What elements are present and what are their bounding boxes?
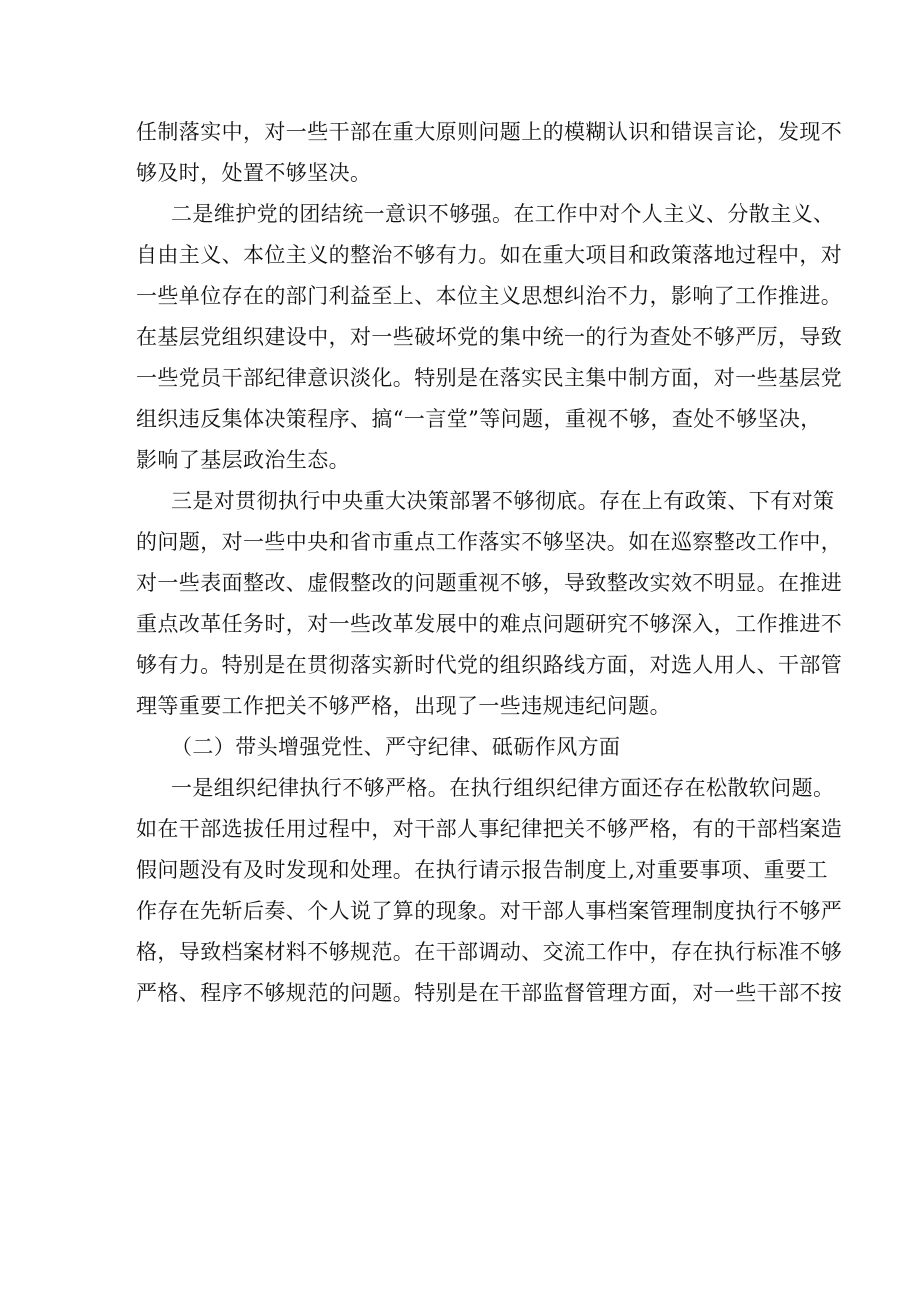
paragraph-line: 理等重要工作把关不够严格，出现了一些违规违纪问题。 <box>136 694 671 718</box>
paragraph-line: 对一些表面整改、虚假整改的问题重视不够，导致整改实效不明显。在推进 <box>136 571 843 595</box>
paragraph-line: 严格、程序不够规范的问题。特别是在干部监督管理方面，对一些干部不按 <box>136 981 843 1005</box>
paragraph-line: 格，导致档案材料不够规范。在干部调动、交流工作中，存在执行标准不够 <box>136 940 843 964</box>
section-heading: （二）带头增强党性、严守纪律、砥砺作风方面 <box>171 735 621 759</box>
paragraph-line: 二是维护党的团结统一意识不够强。在工作中对个人主义、分散主义、 <box>171 202 835 226</box>
paragraph-line: 三是对贯彻执行中央重大决策部署不够彻底。存在上有政策、下有对策 <box>171 489 835 513</box>
document-page <box>136 112 843 1014</box>
paragraph-line: 够有力。特别是在贯彻落实新时代党的组织路线方面，对选人用人、干部管 <box>136 653 843 677</box>
paragraph-line: 在基层党组织建设中，对一些破坏党的集中统一的行为查处不够严厉，导致 <box>136 325 843 349</box>
paragraph-line: 影响了基层政治生态。 <box>136 448 350 472</box>
paragraph-line: 重点改革任务时，对一些改革发展中的难点问题研究不够深入，工作推进不 <box>136 612 843 636</box>
paragraph-line: 够及时，处置不够坚决。 <box>136 161 372 185</box>
paragraph-line: 组织违反集体决策程序、搞“一言堂”等问题，重视不够，查处不够坚决， <box>136 407 822 431</box>
paragraph-line: 一是组织纪律执行不够严格。在执行组织纪律方面还存在松散软问题。 <box>171 776 835 800</box>
paragraph-line: 一些单位存在的部门利益至上、本位主义思想纠治不力，影响了工作推进。 <box>136 284 843 308</box>
paragraph-line: 自由主义、本位主义的整治不够有力。如在重大项目和政策落地过程中，对 <box>136 243 843 267</box>
paragraph-line: 作存在先斩后奏、个人说了算的现象。对干部人事档案管理制度执行不够严 <box>136 899 843 923</box>
paragraph-line: 的问题，对一些中央和省市重点工作落实不够坚决。如在巡察整改工作中， <box>136 530 843 554</box>
paragraph-line: 如在干部选拔任用过程中，对干部人事纪律把关不够严格，有的干部档案造 <box>136 817 843 841</box>
paragraph-line: 任制落实中，对一些干部在重大原则问题上的模糊认识和错误言论，发现不 <box>136 120 843 144</box>
paragraph-line: 一些党员干部纪律意识淡化。特别是在落实民主集中制方面，对一些基层党 <box>136 366 843 390</box>
paragraph-line: 假问题没有及时发现和处理。在执行请示报告制度上,对重要事项、重要工 <box>136 858 828 882</box>
